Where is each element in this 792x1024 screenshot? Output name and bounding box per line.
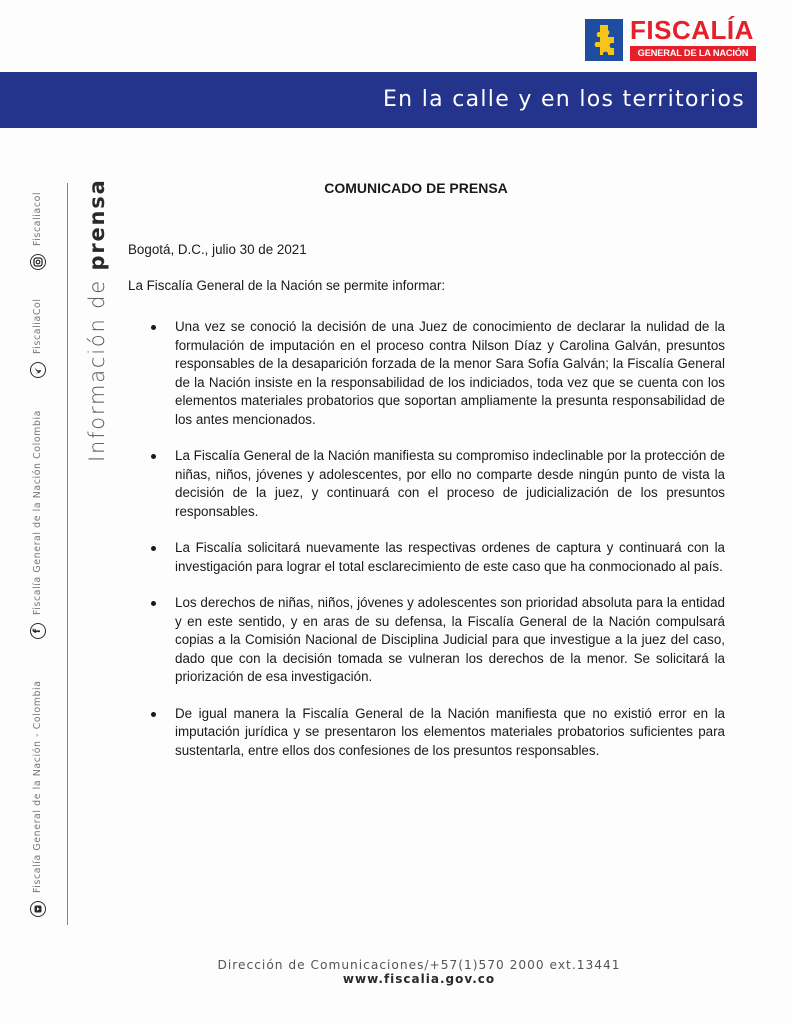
document-title: COMUNICADO DE PRENSA	[324, 180, 508, 196]
logo-subtitle: GENERAL DE LA NACIÓN	[630, 46, 756, 61]
youtube-handle[interactable]: Fiscalía General de la Nación - Colombia	[32, 680, 43, 893]
twitter-handle[interactable]: FiscaliaCol	[32, 298, 43, 354]
list-item-text: De igual manera la Fiscalía General de la Nación manifiesta que no existió error en la imputación jurídica y se presentaron los elementos materiales probatorios suficientes para sustentarla, entre ellos dos confesiones de los presuntos responsables.	[175, 705, 725, 758]
list-item-text: La Fiscalía General de la Nación manifiesta su compromiso indeclinable por la protección de niñas, niños, jóvenes y adolescentes, por ello no comparte desde ningún punto de vista la decisión de la juez, y continuará con el proceso de judicialización de los presuntos responsables.	[175, 448, 725, 519]
bullet-icon	[151, 454, 156, 459]
instagram-handle[interactable]: Fiscaliacol	[32, 191, 43, 246]
instagram-icon[interactable]	[30, 254, 46, 270]
facebook-handle[interactable]: Fiscalía General de la Nación Colombia	[32, 409, 43, 615]
footer-website-link[interactable]: www.fiscalia.gov.co	[342, 972, 496, 986]
sidebar-title-bold: prensa	[85, 178, 109, 271]
list-item	[150, 318, 725, 429]
youtube-icon[interactable]	[30, 901, 46, 917]
fiscalia-logo	[585, 15, 759, 63]
bullet-icon	[151, 601, 156, 606]
list-item	[150, 447, 725, 521]
list-item	[150, 539, 725, 576]
twitter-icon[interactable]	[30, 362, 46, 378]
header-banner	[0, 72, 757, 128]
logo-wordmark: FISCALÍA	[630, 15, 754, 45]
list-item-text: Una vez se conoció la decisión de una Juez de conocimiento de declarar la nulidad de la formulación de imputación en el proceso contra Nilson Díaz y Carolina Galván, presuntos responsables de la desaparición forzada de la menor Sara Sofía Galván; la Fiscalía General de la Nación insiste en la responsabilidad de los indiciados, toda vez que se cuenta con los elementos materiales probatorios que soportan ampliamente la presunta responsabilidad de los antes mencionados.	[175, 319, 725, 427]
list-item-text: Los derechos de niñas, niños, jóvenes y adolescentes son prioridad absoluta para la entidad y en este sentido, y en aras de su defensa, la Fiscalía General de la Nación compulsará copias a la Comisión Nacional de Disciplina Judicial para que investigue a la juez del caso, dado que con la decisión tomada se vulneran los derechos de la menor. Se solicitará la priorización de esa investigación.	[175, 595, 725, 684]
sidebar-divider	[67, 183, 68, 925]
list-item-text: La Fiscalía solicitará nuevamente las respectivas ordenes de captura y continuará con la investigación para lograr el total esclarecimiento de este caso que ha conmocionado al país.	[175, 540, 725, 574]
list-item	[150, 705, 725, 761]
statement-list	[150, 318, 725, 778]
sidebar-title	[83, 178, 111, 462]
bullet-icon	[151, 325, 156, 330]
bullet-icon	[151, 712, 156, 717]
sidebar-title-light: Información de	[85, 270, 109, 462]
bullet-icon	[151, 546, 156, 551]
facebook-icon[interactable]: f	[30, 623, 46, 639]
list-item	[150, 594, 725, 687]
intro-paragraph: La Fiscalía General de la Nación se permite informar:	[128, 278, 446, 293]
banner-slogan: En la calle y en los territorios	[382, 87, 745, 112]
footer-contact: Dirección de Comunicaciones/+57(1)570 2000 ext.13441	[217, 958, 621, 972]
dateline: Bogotá, D.C., julio 30 de 2021	[128, 242, 307, 257]
puzzle-emblem-icon	[585, 19, 623, 61]
